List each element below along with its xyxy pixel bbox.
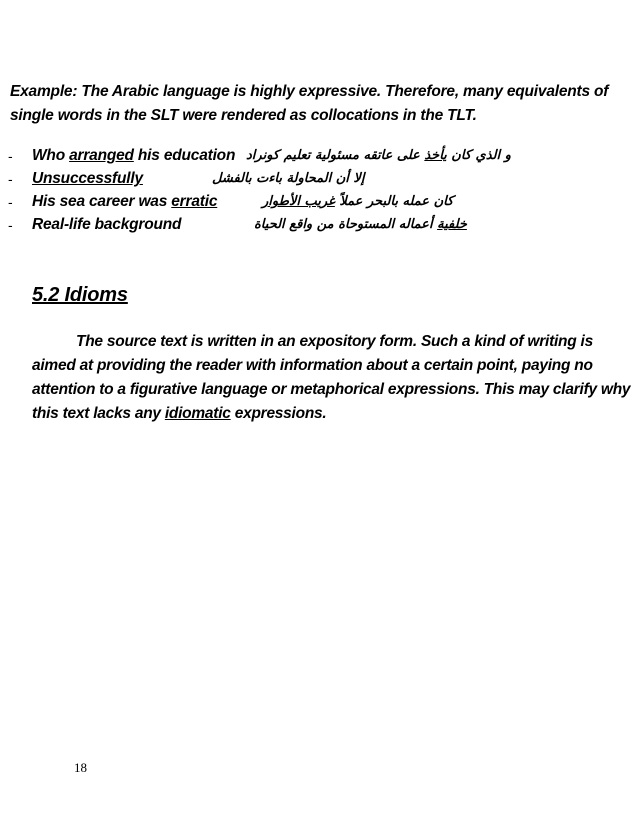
arabic-underlined-word: خلفية — [437, 217, 467, 232]
underlined-word: idiomatic — [164, 405, 231, 422]
list-item — [8, 215, 628, 238]
arabic-text: كان عمله بالبحر عملاً — [334, 194, 454, 209]
english-phrase — [32, 146, 235, 166]
list-dash: - — [8, 148, 13, 164]
english-text: his education — [133, 147, 236, 164]
page-number: 18 — [74, 760, 87, 775]
arabic-phrase — [262, 192, 453, 212]
paragraph-text: expressions. — [230, 405, 327, 422]
arabic-text: و الذي كان — [446, 148, 511, 163]
list-dash: - — [8, 171, 13, 187]
translation-examples-list — [8, 146, 628, 238]
idioms-paragraph — [32, 330, 632, 426]
arabic-text: أعماله المستوحاة من واقع الحياة — [254, 217, 438, 232]
english-phrase: Real-life background — [32, 216, 182, 233]
list-item — [8, 192, 628, 215]
section-heading: 5.2 Idioms — [32, 284, 128, 306]
list-item — [8, 169, 628, 192]
english-underlined-word: erratic — [171, 193, 218, 210]
example-paragraph: Example: The Arabic language is highly expressive. Therefore, many equivalents of single words in the SLT were rendered as collocations in the TLT. — [10, 83, 609, 124]
arabic-phrase — [254, 215, 467, 235]
english-phrase — [32, 192, 217, 212]
list-item — [8, 146, 628, 169]
english-phrase: Unsuccessfully — [32, 170, 143, 187]
english-underlined-word: arranged — [69, 147, 134, 164]
paragraph-text: The source text is written in an expository form. Such a kind of writing is aimed at providing the reader with information about a certain point, paying no attention to a figurative language or metaphorical expressions. This may clarify why this text lacks any — [32, 333, 631, 422]
arabic-phrase — [246, 146, 511, 166]
english-text: Who — [32, 147, 70, 164]
arabic-underlined-word: غريب الأطوار — [262, 194, 335, 209]
arabic-text: على عاتقه مسئولية تعليم كونراد — [246, 148, 425, 163]
english-text: His sea career was — [32, 193, 172, 210]
arabic-phrase: إلا أن المحاولة باءت بالفشل — [212, 171, 365, 186]
arabic-underlined-word: يأخذ — [424, 148, 447, 163]
list-dash: - — [8, 194, 13, 210]
list-dash: - — [8, 217, 13, 233]
